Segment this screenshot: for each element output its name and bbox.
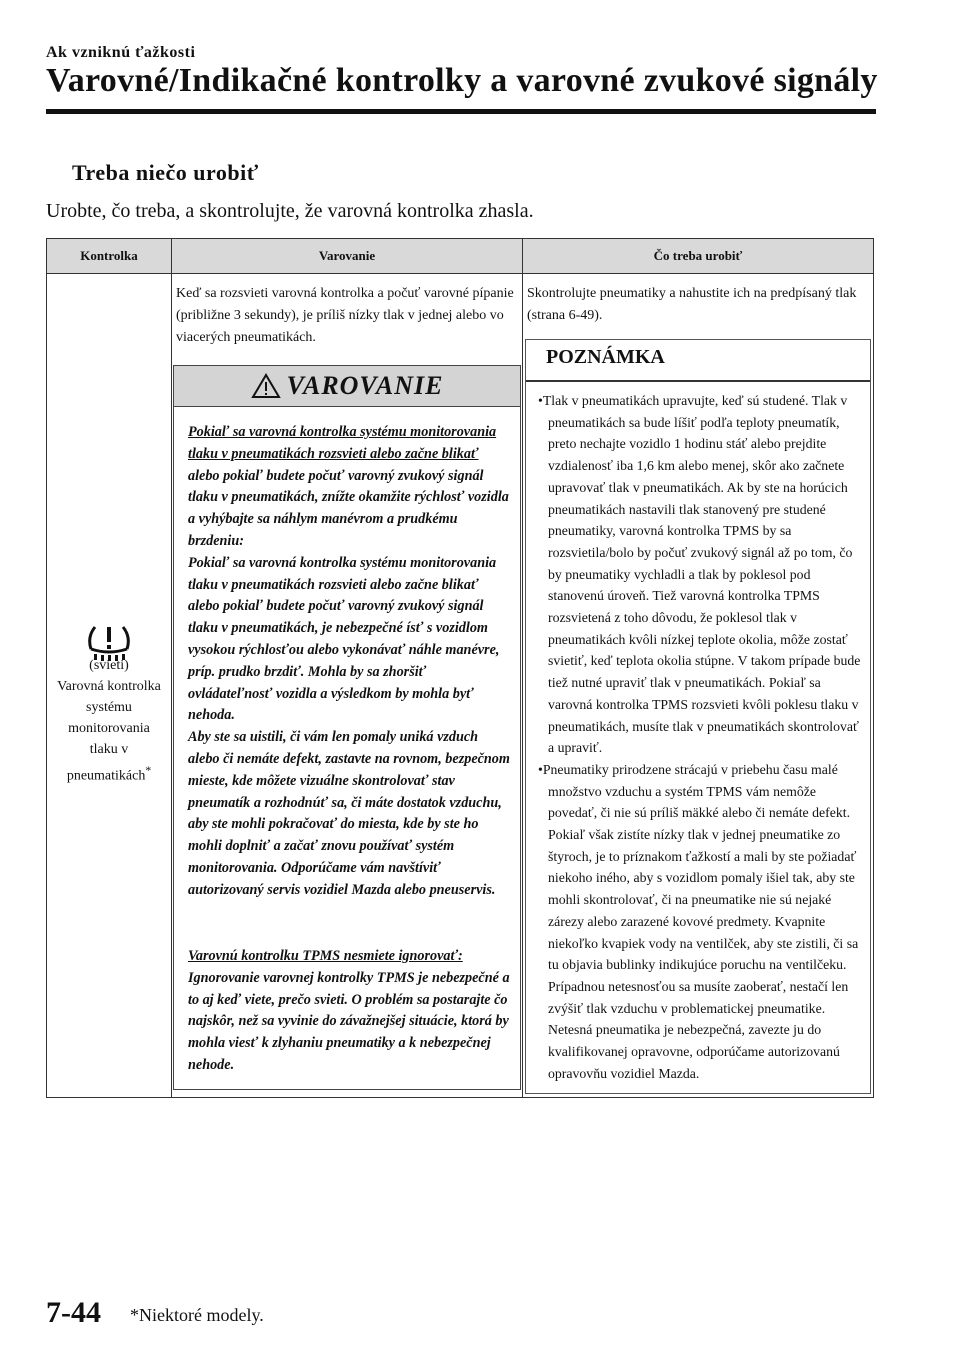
indicator-name: pneumatikách* [66,764,152,784]
indicator-name: systému [86,700,132,715]
title-divider [46,109,876,114]
note-box [525,339,871,1094]
note-list [538,390,866,1085]
section-header: Ak vzniknú ťažkosti [46,44,196,61]
page-number: 7-44 [46,1296,101,1329]
warning-paragraph: Ignorovanie varovnej kontrolky TPMS je nebezpečné a to aj keď viete, prečo svieti. O problém sa postarajte čo najskôr, než sa vyvinie do závažnejšej situácie, ktorá by mohla viesť k zlyhaniu pneumatiky a k nebezpečnej nehode. [188,969,510,1073]
warning-paragraph: alebo pokiaľ budete počuť varovný zvukový signál tlaku v pneumatikách, znížte okamžite rýchlosť vozidla a vyhýbajte sa náhlym manévrom a prudkému brzdeniu: [188,467,509,549]
warning-description: Keď sa rozsvieti varovná kontrolka a počuť varovné pípanie (približne 3 sekundy), je príliš nízky tlak v jednej alebo vo viacerých pneumatikách. [176,286,514,345]
indicator-state: (svieti) [89,658,129,673]
footnote-mark: * [145,764,152,777]
column-header-warning: Varovanie [318,248,376,263]
section-heading: Treba niečo urobiť [72,160,259,185]
warning-box-header [174,366,520,407]
indicator-table [46,238,874,1098]
column-header-action: Čo treba urobiť [653,248,743,263]
column-divider [171,239,172,1097]
warning-paragraph: Aby ste sa uistili, či vám len pomaly uniká vzduch alebo či nemáte defekt, zastavte na rovnom, bezpečnom mieste, kde môžete vizuálne skontrolovať stav pneumatík a rozhodnúť sa, či máte dostatok vzduchu, aby ste mohli pokračovať do miesta, kde by ste ho mohli doplniť a začať znovu používať systém monitorovania. Odporúčame vám navštíviť autorizovaný servis vozidiel Mazda alebo pneuservis. [188,729,510,898]
indicator-name: monitorovania [68,721,150,736]
warning-triangle-icon [251,373,281,399]
indicator-cell [47,273,171,1097]
warning-box-body [188,422,510,902]
warning-box-body-2 [188,946,510,1077]
indicator-name: Varovná kontrolka [57,679,161,694]
column-divider [522,239,523,1097]
note-title: POZNÁMKA [546,346,665,368]
intro-text: Urobte, čo treba, a skontrolujte, že varovná kontrolka zhasla. [46,200,534,222]
warning-subheading: Varovnú kontrolku TPMS nesmiete ignorovať: [188,948,463,964]
warning-box [173,365,521,1090]
list-item: •Pneumatiky prirodzene strácajú v priebehu času malé množstvo vzduchu a systém TPMS vám nemôže povedať, či nie sú príliš mäkké alebo či nemáte defekt. Pokiaľ však zistíte nízky tlak v jednej pneumatike zo štyroch, je to príznakom ťažkostí a mali by ste požiadať niekoho iného, aby s vozidlom pomaly išiel tak, aby ste mohli skontrolovať, či na pneumatike nie sú nejaké zárezy alebo zarazené kovové predmety. Kvapnite niekoľko kvapiek vody na ventilček, aby ste zistili, či sa tu objavia bublinky indikujúce poruchu na ventilčeku. Prípadnou netesnosťou sa musíte zaoberať, nestačí len zvýšiť tlak vzduchu v problematickej pneumatike. Netesná pneumatika je nebezpečná, zavezte ju do kvalifikovanej opravovne, odporúčame autorizovanú opravovňu vozidiel Mazda. [538,761,859,1081]
note-header [526,340,870,382]
column-header-indicator: Kontrolka [80,248,138,263]
warning-paragraph: Pokiaľ sa varovná kontrolka systému monitorovania tlaku v pneumatikách rozsvieti alebo začne blikať alebo pokiaľ budete počuť varovný zvukový signál tlaku v pneumatikách, je nebezpečné ísť s vozidlom vysokou rýchlosťou alebo vykonávať náhle manévre, príp. prudko brzdiť. Mohla by sa zhoršiť ovládateľnosť vozidla a výsledkom by mohla byť nehoda. [188,554,500,724]
page-title: Varovné/Indikačné kontrolky a varovné zvukové signály [46,62,878,99]
indicator-name: tlaku v [89,742,129,757]
action-text: Skontrolujte pneumatiky a nahustite ich na predpísaný tlak (strana 6-49). [527,286,857,323]
indicator-label [51,655,167,787]
warning-underlined-intro: Pokiaľ sa varovná kontrolka systému monitorovania tlaku v pneumatikách rozsvieti alebo začne blikať [188,424,497,462]
footnote: *Niektoré modely. [130,1305,264,1325]
warning-box-title: VAROVANIE [286,371,444,400]
list-item: •Tlak v pneumatikách upravujte, keď sú studené. Tlak v pneumatikách sa bude líšiť podľa teploty pneumatík, preto nechajte vozidlo 1 hodinu stáť alebo prejdite vzdialenosť iba 1,6 km alebo menej, skôr ako začnete upravovať tlak v pneumatikách. Ak by ste na horúcich pneumatikách nastavili tlak stanovený pre studené pneumatiky, varovná kontrolka TPMS by sa rozsvietila/bolo by počuť zvukový signál až po tom, čo by pneumatiky vychladli a tlak by poklesol pod stanovenú úroveň. Tiež varovná kontrolka TPMS rozsvietená z toho dôvodu, že poklesol tlak v pneumatikách kvôli nízkej teplote okolia, môže zostať svietiť, keď teplota okolia stúpne. V takom prípade bude tiež nutné upraviť tlak v pneumatikách. Pokiaľ sa varovná kontrolka TPMS rozsvieti kvôli poklesu tlaku v pneumatikách, musíte tlak v pneumatikách skontrolovať a upraviť. [538,393,861,756]
